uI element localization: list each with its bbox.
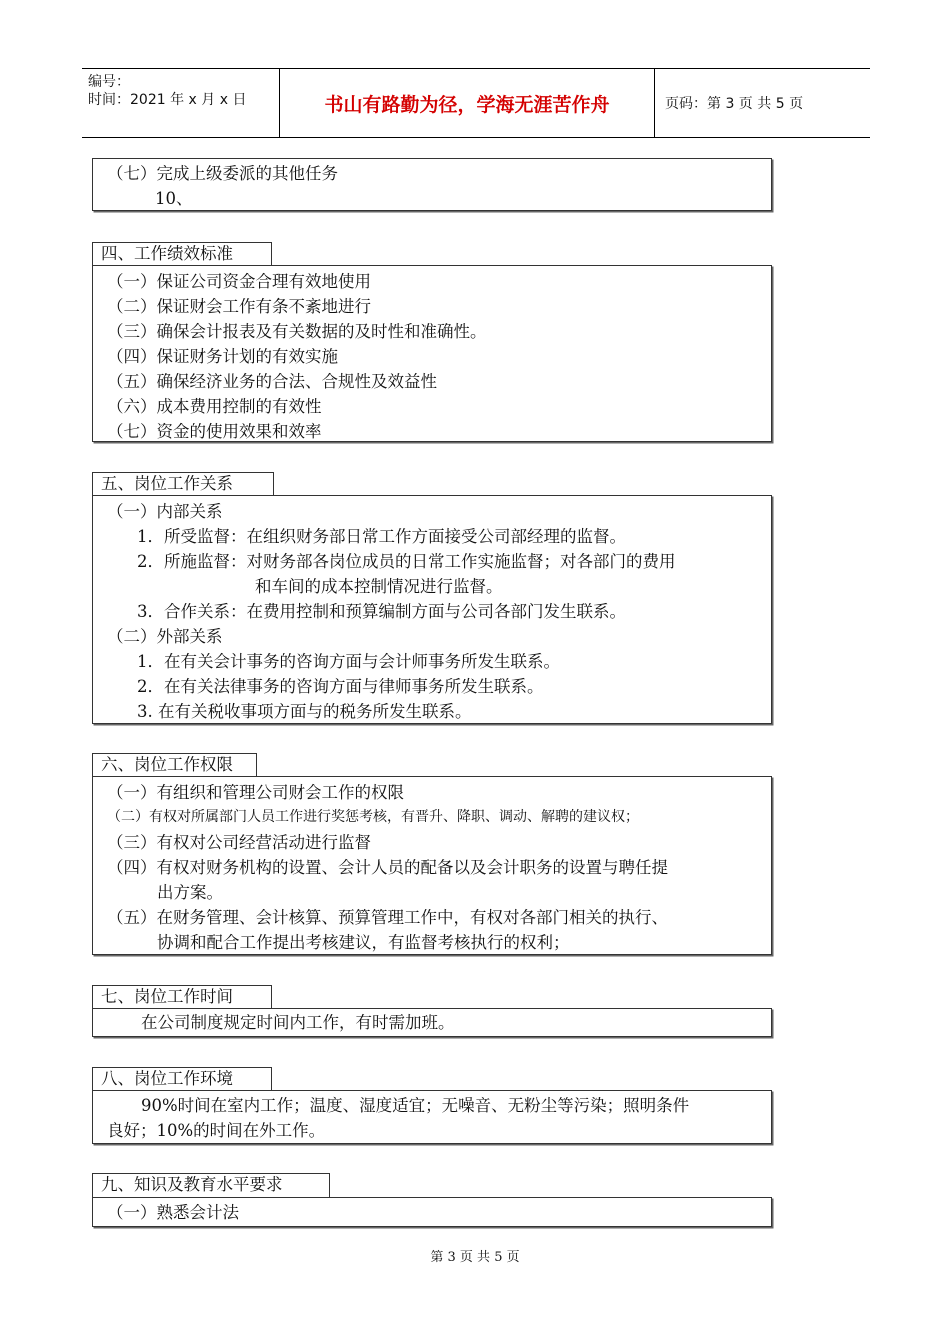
list-item: （一）内部关系: [107, 502, 223, 521]
list-item: （七）资金的使用效果和效率: [107, 422, 322, 441]
list-item: （三）确保会计报表及有关数据的及时性和准确性。: [107, 322, 487, 341]
section-box-6: [92, 776, 772, 955]
page-info: 页码：第 3 页 共 5 页: [665, 96, 804, 112]
list-item: （四）保证财务计划的有效实施: [107, 347, 338, 366]
list-item: 2．所施监督：对财务部各岗位成员的日常工作实施监督；对各部门的费用: [137, 552, 676, 571]
list-item: （五）在财务管理、会计核算、预算管理工作中，有权对各部门相关的执行、: [107, 908, 668, 927]
list-item: （二）有权对所属部门人员工作进行奖惩考核，有晋升、降职、调动、解聘的建议权；: [107, 809, 639, 825]
section-title-8: 八、岗位工作环境: [92, 1067, 272, 1091]
list-item: 3. 在有关税收事项方面与的税务所发生联系。: [137, 702, 472, 721]
continued-task-box: [92, 158, 772, 211]
section-title-4: 四、工作绩效标准: [92, 242, 272, 266]
list-item: 协调和配合工作提出考核建议，有监督考核执行的权利；: [157, 933, 570, 952]
list-item: 2．在有关法律事务的咨询方面与律师事务所发生联系。: [137, 677, 544, 696]
list-item: 和车间的成本控制情况进行监督。: [255, 577, 503, 596]
task-item: 10、: [155, 189, 193, 208]
section-title-9: 九、知识及教育水平要求: [92, 1173, 330, 1197]
page-header: [82, 68, 870, 138]
section-title-7: 七、岗位工作时间: [92, 985, 272, 1009]
list-item: （五）确保经济业务的合法、合规性及效益性: [107, 372, 437, 391]
list-item: （四）有权对财务机构的设置、会计人员的配备以及会计职务的设置与聘任提: [107, 858, 668, 877]
motto: 书山有路勤为径，学海无涯苦作舟: [280, 69, 655, 137]
list-item: 1．所受监督：在组织财务部日常工作方面接受公司部经理的监督。: [137, 527, 626, 546]
section-box-8: [92, 1090, 772, 1144]
list-item: （二）保证财会工作有条不紊地进行: [107, 297, 371, 316]
list-item: （二）外部关系: [107, 627, 223, 646]
list-item: （三）有权对公司经营活动进行监督: [107, 833, 371, 852]
section-box-9: [92, 1197, 772, 1227]
page-footer: 第 3 页 共 5 页: [430, 1250, 520, 1265]
list-item: （六）成本费用控制的有效性: [107, 397, 322, 416]
section-title-6: 六、岗位工作权限: [92, 753, 257, 777]
list-item: （一）保证公司资金合理有效地使用: [107, 272, 371, 291]
list-item: 90%时间在室内工作；温度、湿度适宜；无噪音、无粉尘等污染；照明条件: [141, 1096, 690, 1115]
time-label: 时间：2021 年 x 月 x 日: [88, 92, 247, 108]
section-box-7: [92, 1008, 772, 1037]
list-item: 1．在有关会计事务的咨询方面与会计师事务所发生联系。: [137, 652, 560, 671]
header-meta: [82, 69, 280, 137]
list-item: 良好；10%的时间在外工作。: [107, 1121, 326, 1140]
section-title-5: 五、岗位工作关系: [92, 472, 274, 496]
section-box-5: [92, 495, 772, 724]
list-item: 在公司制度规定时间内工作，有时需加班。: [141, 1013, 455, 1032]
list-item: 出方案。: [157, 883, 223, 902]
list-item: （一）熟悉会计法: [107, 1203, 239, 1222]
list-item: （一）有组织和管理公司财会工作的权限: [107, 783, 404, 802]
list-item: 3．合作关系：在费用控制和预算编制方面与公司各部门发生联系。: [137, 602, 626, 621]
number-label: 编号：: [88, 74, 130, 90]
task-item: （七）完成上级委派的其他任务: [107, 164, 338, 183]
section-box-4: [92, 265, 772, 442]
